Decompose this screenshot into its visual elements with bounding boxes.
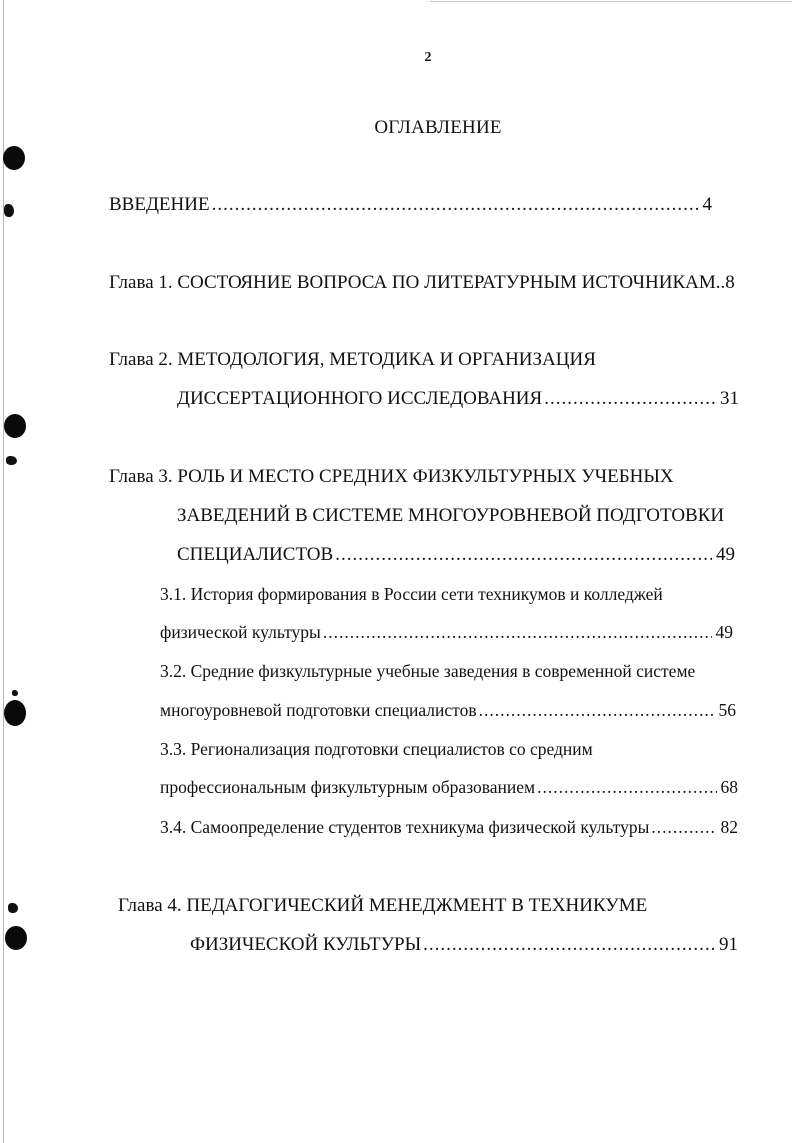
toc-page-number: 49 (715, 622, 733, 642)
toc-entry-chapter-3-title: Глава 3. РОЛЬ И МЕСТО СРЕДНИХ ФИЗКУЛЬТУРНЫХ УЧЕБНЫХ (109, 466, 674, 487)
toc-section-3-4 (160, 817, 738, 838)
page-number: 2 (424, 50, 432, 65)
toc-section-3-1 (160, 622, 733, 643)
toc-section-3-2-title: 3.2. Средние физкультурные учебные заведения в современной системе (160, 661, 696, 681)
binder-hole (3, 146, 25, 170)
toc-entry-label: ВВЕДЕНИЕ (109, 194, 210, 215)
scan-left-edge (3, 0, 4, 1143)
toc-entry-label: ФИЗИЧЕСКОЙ КУЛЬТУРЫ (190, 934, 422, 955)
toc-entry-label: ДИССЕРТАЦИОННОГО ИССЛЕДОВАНИЯ (177, 388, 543, 409)
toc-entry-chapter-4 (190, 934, 738, 956)
toc-page-number: 31 (720, 388, 739, 409)
binder-hole (4, 700, 26, 726)
toc-entry-chapter-3 (177, 544, 735, 566)
dot-leader (479, 700, 715, 721)
toc-page-number: 56 (718, 700, 736, 720)
toc-entry-label: 3.4. Самоопределение студентов техникума физической культуры (160, 817, 650, 837)
toc-section-3-1-title: 3.1. История формирования в России сети техникумов и колледжей (160, 584, 663, 604)
toc-entry-chapter-4-title: Глава 4. ПЕДАГОГИЧЕСКИЙ МЕНЕДЖМЕНТ В ТЕХНИКУМЕ (118, 895, 648, 916)
toc-entry-chapter-2-title: Глава 2. МЕТОДОЛОГИЯ, МЕТОДИКА И ОРГАНИЗАЦИЯ (109, 349, 596, 370)
dot-leader (651, 817, 716, 838)
scan-speck (4, 204, 14, 217)
toc-page-number: 68 (720, 777, 738, 797)
binder-hole (5, 926, 27, 950)
dot-leader (212, 194, 699, 216)
dot-leader (323, 622, 712, 643)
scan-speck (6, 456, 17, 465)
scan-speck (8, 903, 18, 913)
page-title: ОГЛАВЛЕНИЕ (374, 117, 502, 138)
toc-entry-chapter-1: Глава 1. СОСТОЯНИЕ ВОПРОСА ПО ЛИТЕРАТУРНЫМ ИСТОЧНИКАМ..8 (109, 272, 735, 293)
scan-speck (12, 690, 18, 696)
toc-entry-intro (109, 194, 712, 216)
dot-leader (423, 934, 715, 956)
toc-section-3-3 (160, 777, 738, 798)
toc-entry-label: многоуровневой подготовки специалистов (160, 700, 477, 720)
toc-page-number: 91 (719, 934, 738, 955)
toc-entry-chapter-3-title-cont: ЗАВЕДЕНИЙ В СИСТЕМЕ МНОГОУРОВНЕВОЙ ПОДГОТОВКИ (177, 505, 725, 526)
scan-top-edge (430, 1, 792, 2)
dot-leader (335, 544, 712, 566)
binder-hole (4, 414, 26, 438)
toc-page-number: 4 (702, 194, 712, 215)
toc-entry-label: профессиональным физкультурным образованием (160, 777, 536, 797)
toc-page-number: 49 (716, 544, 735, 565)
toc-section-3-3-title: 3.3. Регионализация подготовки специалистов со средним (160, 739, 593, 759)
toc-entry-chapter-2 (177, 388, 739, 410)
toc-page-number: 82 (720, 817, 738, 837)
toc-section-3-2 (160, 700, 736, 721)
dot-leader (544, 388, 716, 410)
toc-entry-label: физической культуры (160, 622, 321, 642)
toc-entry-label: СПЕЦИАЛИСТОВ (177, 544, 334, 565)
dot-leader (537, 777, 716, 798)
